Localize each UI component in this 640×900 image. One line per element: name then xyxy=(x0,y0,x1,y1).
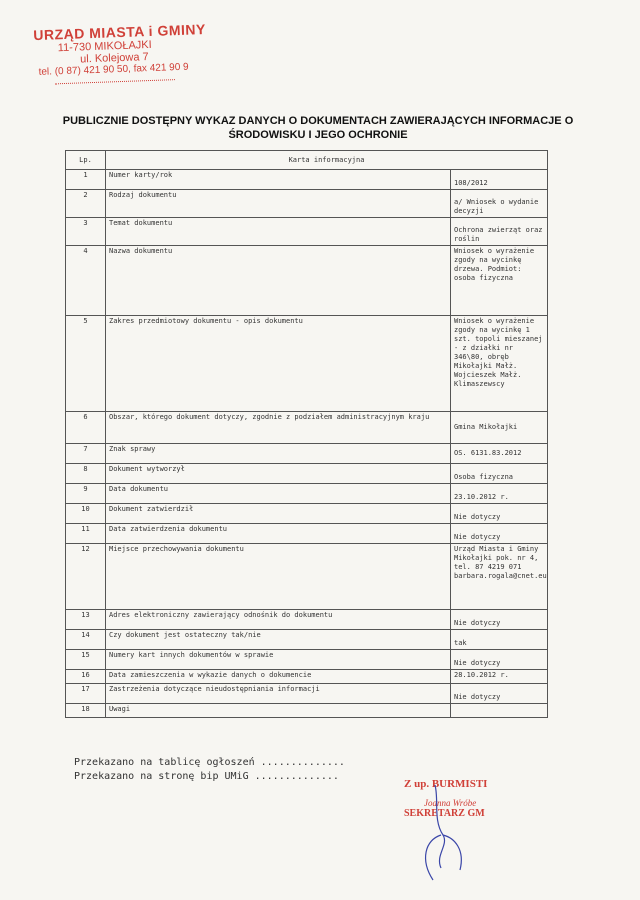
stamp-line-1: URZĄD MIASTA i GMINY xyxy=(33,21,207,44)
row-label: Nazwa dokumentu xyxy=(106,246,451,316)
row-number: 12 xyxy=(66,544,106,610)
header-lp: Lp. xyxy=(66,151,106,170)
table-row xyxy=(66,630,548,650)
row-label: Numer karty/rok xyxy=(106,170,451,190)
row-value: Nie dotyczy xyxy=(451,684,548,704)
row-label: Adres elektroniczny zawierający odnośnik do dokumentu xyxy=(106,610,451,630)
row-value xyxy=(451,704,548,718)
row-label: Dokument zatwierdził xyxy=(106,504,451,524)
row-value: Nie dotyczy xyxy=(451,610,548,630)
table-row xyxy=(66,170,548,190)
table-row xyxy=(66,190,548,218)
stamp-line-2: 11-730 MIKOŁAJKI xyxy=(57,38,152,55)
table-row xyxy=(66,504,548,524)
row-value: 108/2012 xyxy=(451,170,548,190)
table-row xyxy=(66,444,548,464)
row-number: 5 xyxy=(66,316,106,412)
table-row xyxy=(66,610,548,630)
row-value: Nie dotyczy xyxy=(451,504,548,524)
row-value: Nie dotyczy xyxy=(451,524,548,544)
stamp-line-4: tel. (0 87) 421 90 50, fax 421 90 9 xyxy=(38,61,189,78)
row-number: 11 xyxy=(66,524,106,544)
row-number: 16 xyxy=(66,670,106,684)
table-row xyxy=(66,412,548,444)
row-number: 15 xyxy=(66,650,106,670)
table-row xyxy=(66,670,548,684)
row-value: tak xyxy=(451,630,548,650)
document-title: PUBLICZNIE DOSTĘPNY WYKAZ DANYCH O DOKUMENTACH ZAWIERAJĄCYCH INFORMACJE O ŚRODOWISKU I JEGO OCHRONIE xyxy=(62,115,574,141)
row-value: Wniosek o wyrażenie zgody na wycinkę drzewa. Podmiot: osoba fizyczna xyxy=(451,246,548,316)
table-row xyxy=(66,464,548,484)
stamp-line-3: ul. Kolejowa 7 xyxy=(79,51,149,66)
handwritten-signature xyxy=(405,780,475,890)
row-value: 23.10.2012 r. xyxy=(451,484,548,504)
row-number: 9 xyxy=(66,484,106,504)
row-number: 7 xyxy=(66,444,106,464)
table-row xyxy=(66,524,548,544)
footer-notes xyxy=(74,756,345,784)
table-row xyxy=(66,218,548,246)
row-label: Uwagi xyxy=(106,704,451,718)
row-number: 6 xyxy=(66,412,106,444)
row-label: Zastrzeżenia dotyczące nieudostępniania informacji xyxy=(106,684,451,704)
table-row xyxy=(66,650,548,670)
row-label: Rodzaj dokumentu xyxy=(106,190,451,218)
row-label: Numery kart innych dokumentów w sprawie xyxy=(106,650,451,670)
row-number: 13 xyxy=(66,610,106,630)
row-label: Znak sprawy xyxy=(106,444,451,464)
office-stamp xyxy=(33,21,210,85)
row-label: Data zatwierdzenia dokumentu xyxy=(106,524,451,544)
signature-name: Joanna Wróbe xyxy=(424,798,477,808)
table-row xyxy=(66,316,548,412)
table-row xyxy=(66,684,548,704)
row-value: Nie dotyczy xyxy=(451,650,548,670)
table-row xyxy=(66,484,548,504)
row-label: Dokument wytworzył xyxy=(106,464,451,484)
row-label: Obszar, którego dokument dotyczy, zgodnie z podziałem administracyjnym kraju xyxy=(106,412,451,444)
row-value: Osoba fizyczna xyxy=(451,464,548,484)
information-card-table xyxy=(65,150,548,718)
signature-line-1: Z up. BURMISTI xyxy=(404,778,488,790)
row-label: Czy dokument jest ostateczny tak/nie xyxy=(106,630,451,650)
row-value: OS. 6131.83.2012 xyxy=(451,444,548,464)
row-number: 18 xyxy=(66,704,106,718)
row-value: Wniosek o wyrażenie zgody na wycinkę 1 szt. topoli mieszanej - z działki nr 346\80, obręb Mikołajki Małż. Wojcieszek Małż. Klimaszewscy xyxy=(451,316,548,412)
row-label: Temat dokumentu xyxy=(106,218,451,246)
row-value: 28.10.2012 r. xyxy=(451,670,548,684)
row-label: Data zamieszczenia w wykazie danych o dokumencie xyxy=(106,670,451,684)
row-value: Urząd Miasta i Gminy Mikołajki pok. nr 4, tel. 87 4219 071 barbara.rogala@cnet.eu xyxy=(451,544,548,610)
header-card: Karta informacyjna xyxy=(106,151,548,170)
table-row xyxy=(66,544,548,610)
row-number: 4 xyxy=(66,246,106,316)
table-row xyxy=(66,246,548,316)
row-value: Ochrona zwierząt oraz roślin xyxy=(451,218,548,246)
row-label: Zakres przedmiotowy dokumentu - opis dokumentu xyxy=(106,316,451,412)
row-value: Gmina Mikołajki xyxy=(451,412,548,444)
row-number: 8 xyxy=(66,464,106,484)
row-number: 1 xyxy=(66,170,106,190)
row-number: 3 xyxy=(66,218,106,246)
footer-bip: Przekazano na stronę bip UMiG .............. xyxy=(74,771,339,782)
table-row xyxy=(66,704,548,718)
row-number: 2 xyxy=(66,190,106,218)
row-number: 14 xyxy=(66,630,106,650)
row-value: a/ Wniosek o wydanie decyzji xyxy=(451,190,548,218)
row-number: 17 xyxy=(66,684,106,704)
row-label: Data dokumentu xyxy=(106,484,451,504)
row-number: 10 xyxy=(66,504,106,524)
footer-notice-board: Przekazano na tablicę ogłoszeń .............. xyxy=(74,757,345,768)
table-header-row xyxy=(66,151,548,170)
row-label: Miejsce przechowywania dokumentu xyxy=(106,544,451,610)
signature-line-3: SEKRETARZ GM xyxy=(404,808,485,819)
